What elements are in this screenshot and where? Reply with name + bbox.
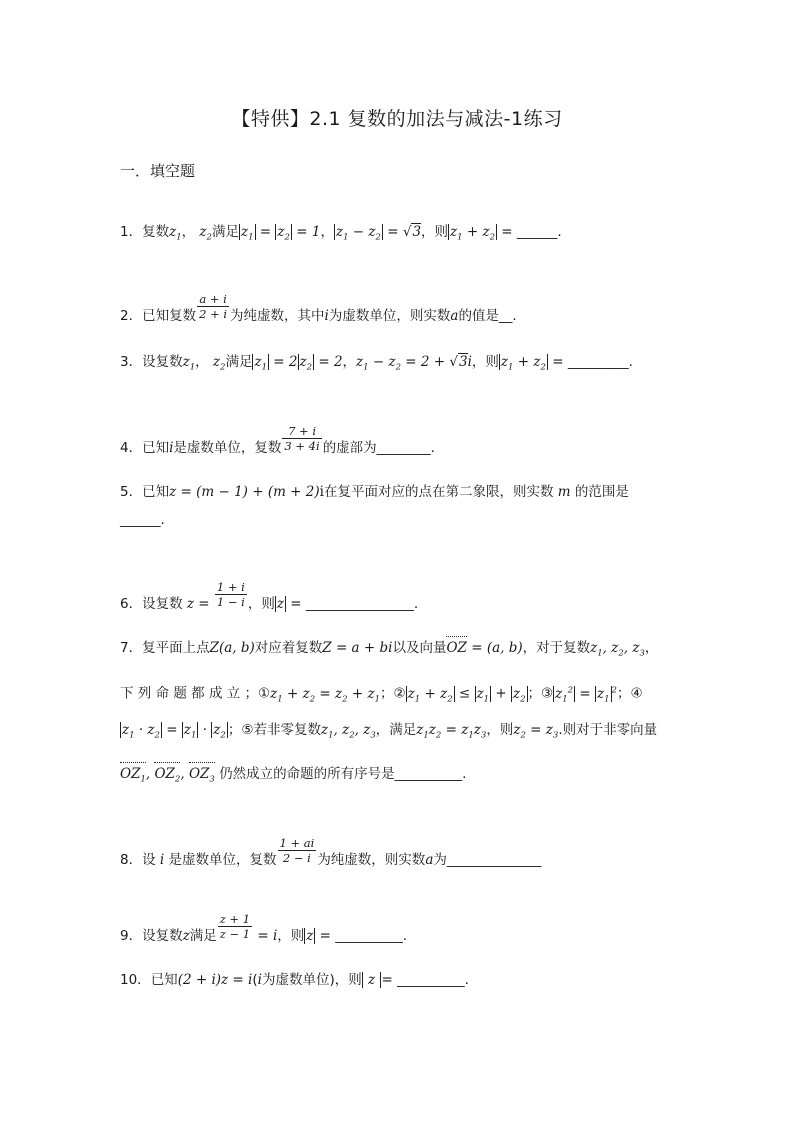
question-7-line-3: $z_1 \cdot z_2 = z_1 \cdot z_2$ ；⑤若非零复数$z_1$, $z_2$, $z_3$，满足$z_1z_2 = z_1z_3$，则$z_2 = z_3$.则对于非零向量 (122, 722, 658, 741)
math: $z_2$ (208, 354, 226, 373)
q4-number: 4． (120, 440, 143, 456)
q10-number: 10． (120, 972, 151, 988)
math: $z_1$, $z_2$, $z_3$ (590, 640, 645, 659)
question-1: 1．复数$z_1$， $z_2$满足 $z_1 = z_2 = 1$， $z_1 - z_2 = √3$，则 $z_1 + z_2$ = ______. (120, 224, 562, 243)
question-2: 2．已知复数 $\frac{a + i}{2 + i}$ 为纯虚数，其中i为虚数单位，则实数a的值是__. (120, 292, 517, 324)
question-3: 3．设复数$z_1$， $z_2$满足 $z_1 = 2$ $z_2 = 2$，$z_1 - z_2 = 2 + √3i$，则 $z_1 + z_2$ = _________. (120, 354, 633, 373)
math: $z_2$ (195, 224, 212, 243)
q2-number: 2． (120, 308, 143, 324)
math: (2 + i)z = i (177, 972, 253, 988)
q9-number: 9． (120, 928, 143, 944)
fraction: $\frac{1 + ai}{2 - i}$ (279, 836, 315, 865)
fraction: $\frac{z + 1}{z - 1}$ (219, 912, 251, 941)
q6-number: 6． (120, 596, 143, 612)
math: $z_1 - z_2 = 2 + √3i$ (356, 354, 472, 373)
math: a (425, 852, 434, 868)
answer-blank: _________. (567, 354, 633, 370)
math: $z_1^2 = z_1^2$ (555, 685, 617, 705)
q5-number: 5． (120, 484, 143, 500)
question-7: 7．复平面上点Z(a, b)对应着复数Z = a + bi以及向量OZ = (a, b)，对于复数$z_1$, $z_2$, $z_3$， (120, 640, 659, 659)
math: $z_1 \cdot z_2 = z_1 \cdot z_2$ (122, 722, 226, 741)
q3-number: 3． (120, 354, 143, 370)
math: z = (182, 596, 214, 612)
q1-number: 1． (120, 224, 143, 240)
math: i (155, 852, 169, 868)
answer-blank: __________. (335, 928, 408, 944)
question-6: 6．设复数 z = $\frac{1 + i}{1 - i}$ ，则 z = ________________. (120, 580, 419, 612)
question-8: 8．设 i 是虚数单位，复数 $\frac{1 + ai}{2 - i}$ 为纯虚数，则实数a为______________ (120, 836, 542, 868)
math: $z_1 - z_2 = √3$ (335, 224, 422, 243)
math: i (324, 308, 329, 324)
math: i (257, 972, 262, 988)
math: $z_1 + z_2$ = (450, 224, 517, 243)
math: $z_1z_2 = z_1z_3$ (416, 722, 487, 741)
answer-blank: ________________. (305, 596, 419, 612)
math: $z_1 = z_2 = 1$ (240, 224, 321, 243)
math: $z_1 + z_2 = z_2 + z_1$ (270, 685, 381, 705)
question-10: 10．已知(2 + i)z = i(i为虚数单位)，则 z = __________. (120, 972, 469, 988)
question-5: 5．已知z = (m − 1) + (m + 2)i在复平面对应的点在第二象限，则实数 m 的范围是 (120, 484, 629, 500)
question-9: 9．设复数z满足 $\frac{z + 1}{z - 1}$ = i，则 z = __________. (120, 912, 408, 944)
math: a (450, 308, 459, 324)
question-7-line-2: 下 列 命 题 都 成 立 ；$①z_1 + z_2 = z_2 + z_1$；② $z_1 + z_2 \le z_1 + z_2$ ；③ $z_1^2 = z_1^2$；④ (120, 685, 643, 705)
math: $OZ_1$, $OZ_2$, $OZ_3$ (120, 766, 219, 782)
fraction: $\frac{a + i}{2 + i}$ (199, 292, 228, 321)
math: z = (m − 1) + (m + 2)i (169, 484, 324, 500)
page-title: 【特供】2.1 复数的加法与减法-1练习 (231, 108, 563, 130)
math: Z = a + bi (322, 640, 393, 656)
section-heading: 一．填空题 (120, 162, 196, 180)
math: z = (306, 928, 336, 944)
math: $z_1 = 2$ $z_2 = 2$ (254, 354, 343, 373)
math: $z_1$ (182, 354, 196, 373)
question-4: 4．已知i是虚数单位，复数 $\frac{7 + i}{3 + 4i}$ 的虚部为________. (120, 424, 435, 456)
math: z (182, 928, 190, 944)
math: z = (363, 972, 398, 988)
math: OZ = (a, b) (446, 640, 523, 656)
question-7-line-4: $OZ_1$, $OZ_2$, $OZ_3$ 仍然成立的命题的所有序号是__________. (120, 764, 682, 790)
math: $z_1 + z_2$ = (500, 354, 568, 373)
answer-blank: __________. (397, 972, 469, 988)
math: $z_1$ (169, 224, 182, 243)
math: i (169, 440, 174, 456)
fraction: $\frac{1 + i}{1 - i}$ (216, 580, 245, 609)
q7-number: 7． (120, 640, 143, 656)
math: $z_2 = z_3$ (513, 722, 559, 741)
math: m (553, 484, 575, 500)
answer-blank: ______. (120, 512, 165, 528)
math: $z_1$, $z_2$, $z_3$ (320, 722, 376, 741)
question-5-continued (120, 510, 682, 530)
fraction: $\frac{7 + i}{3 + 4i}$ (284, 424, 320, 453)
math: = i (253, 928, 278, 944)
math: Z(a, b) (209, 640, 255, 656)
answer-blank: ______. (516, 224, 562, 240)
math: z = (276, 596, 306, 612)
math: $z_1 + z_2 \le z_1 + z_2$ (407, 685, 526, 705)
q8-number: 8． (120, 852, 143, 868)
